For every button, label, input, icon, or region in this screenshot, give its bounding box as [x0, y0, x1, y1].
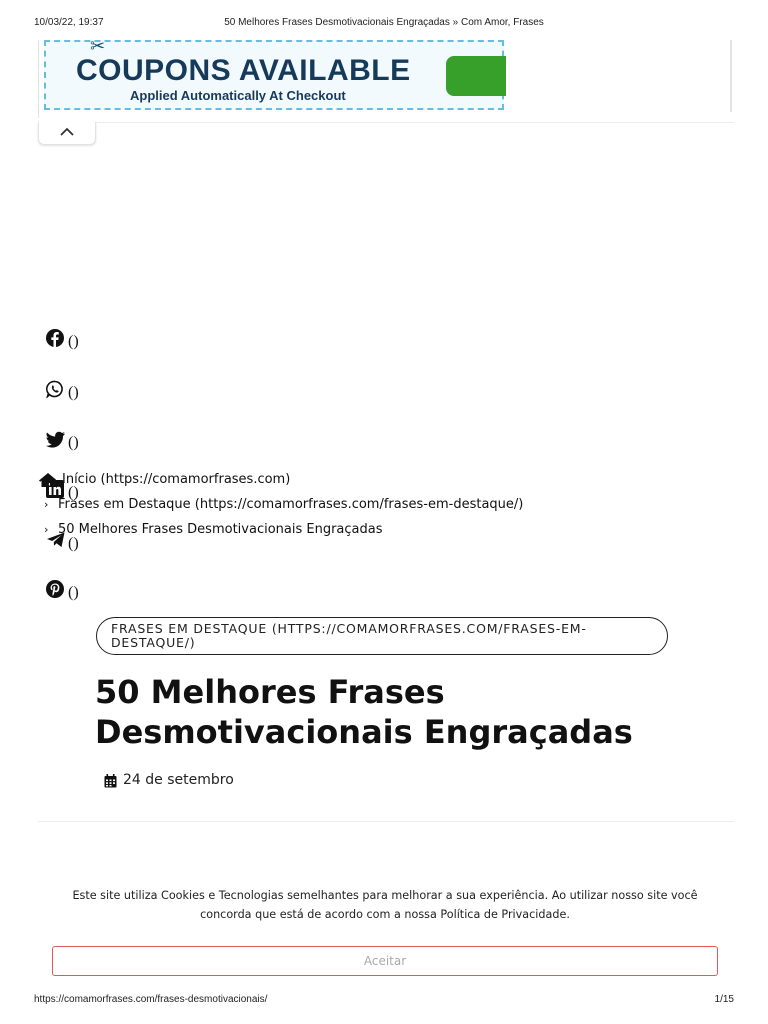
- facebook-share-count: (): [68, 333, 79, 350]
- cookie-notice-text: Este site utiliza Cookies e Tecnologias semelhantes para melhorar a sua experiência. Ao utilizar nosso site você concorda que está de acordo com a nossa Política de Privacidade.: [72, 889, 698, 921]
- ad-cta-button[interactable]: [446, 56, 506, 96]
- whatsapp-share-count: (): [68, 384, 79, 401]
- print-date: 10/03/22, 19:37: [34, 17, 104, 28]
- ad-frame-right-edge: [730, 40, 732, 112]
- collapse-ad-button[interactable]: [38, 122, 96, 145]
- home-icon: [38, 472, 58, 492]
- breadcrumb-current: [44, 522, 383, 537]
- linkedin-share-count: (): [68, 484, 79, 501]
- page-title: 50 Melhores Frases Desmotivacionais Engraçadas: [95, 673, 633, 751]
- coupon-ad-banner[interactable]: [44, 36, 504, 110]
- post-date-label: 24 de setembro: [123, 772, 234, 788]
- breadcrumb-section[interactable]: [44, 497, 523, 512]
- facebook-icon: [46, 329, 64, 347]
- ad-title: COUPONS AVAILABLE: [76, 54, 411, 87]
- share-pinterest[interactable]: [46, 580, 106, 602]
- calendar-icon: [104, 774, 117, 788]
- print-page-title: 50 Melhores Frases Desmotivacionais Engraçadas » Com Amor, Frases: [224, 17, 544, 28]
- telegram-share-count: (): [68, 535, 79, 552]
- share-twitter[interactable]: [46, 430, 106, 452]
- print-page-number: 1/15: [714, 994, 734, 1005]
- category-tag-link[interactable]: FRASES EM DESTAQUE (HTTPS://COMAMORFRASES.COM/FRASES-EM-DESTAQUE/): [96, 617, 668, 655]
- pinterest-icon: [46, 580, 64, 598]
- twitter-icon: [46, 430, 66, 448]
- share-whatsapp[interactable]: [46, 380, 106, 402]
- chevron-right-icon: ›: [44, 498, 49, 511]
- chevron-right-icon: ›: [44, 523, 49, 536]
- ad-subtitle: Applied Automatically At Checkout: [130, 88, 346, 103]
- print-url: https://comamorfrases.com/frases-desmotivacionais/: [34, 994, 268, 1005]
- chevron-up-icon: [59, 126, 75, 138]
- breadcrumb-home-link[interactable]: Início (https://comamorfrases.com): [62, 472, 291, 487]
- twitter-share-count: (): [68, 434, 79, 451]
- breadcrumb-section-link[interactable]: Frases em Destaque (https://comamorfrases.com/frases-em-destaque/): [58, 497, 524, 512]
- pinterest-share-count: (): [68, 584, 79, 601]
- divider: [38, 821, 734, 822]
- ad-frame-left-edge: [38, 40, 39, 118]
- scissors-icon: ✂: [90, 36, 106, 57]
- whatsapp-icon: [46, 380, 64, 398]
- breadcrumb-current-label: 50 Melhores Frases Desmotivacionais Engraçadas: [58, 522, 383, 537]
- ad-divider: [38, 122, 734, 123]
- share-facebook[interactable]: [46, 329, 106, 351]
- accept-cookies-button[interactable]: Aceitar: [52, 946, 718, 976]
